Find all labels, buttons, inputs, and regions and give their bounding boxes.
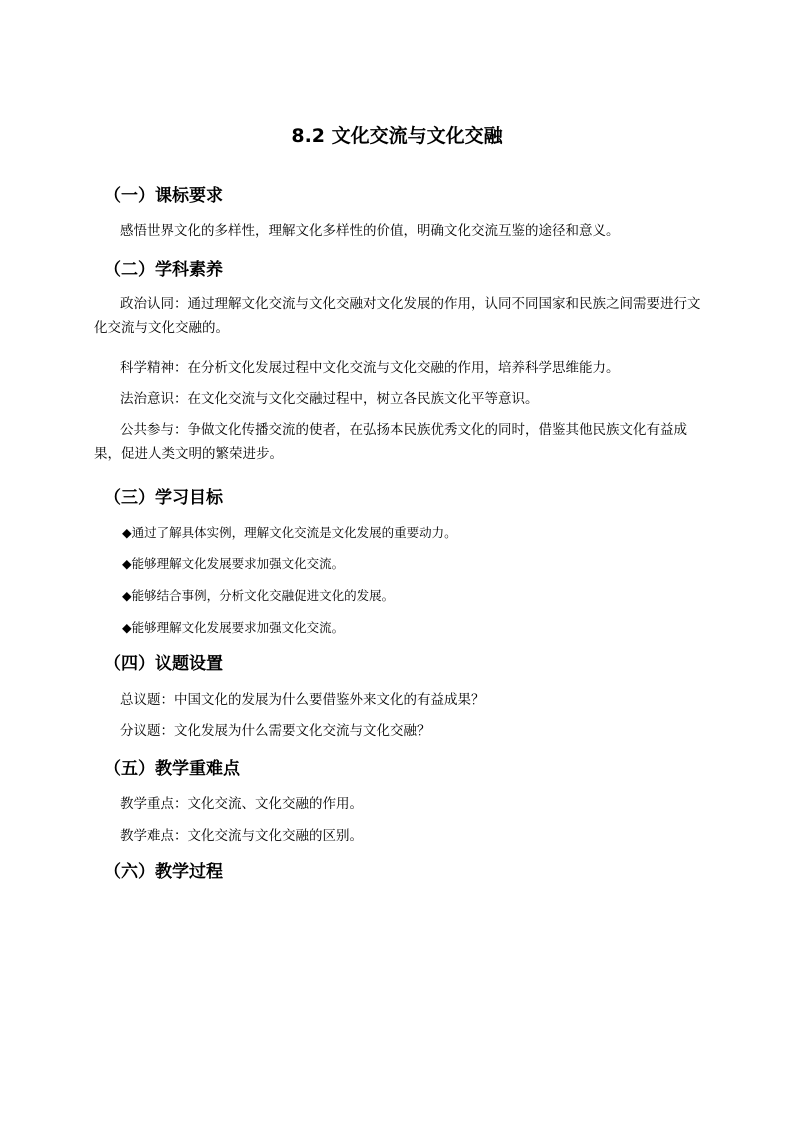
- section-heading-key-difficult-points: （五）教学重难点: [104, 759, 240, 779]
- section-heading-curriculum-requirements: （一）课标要求: [104, 186, 223, 206]
- teaching-difficult-point: 教学难点：文化交流与文化交融的区别。: [120, 828, 363, 844]
- section-heading-subject-literacy: （二）学科素养: [104, 260, 223, 280]
- main-topic: 总议题：中国文化的发展为什么要借鉴外来文化的有益成果？: [120, 692, 485, 708]
- section-heading-topic-setting: （四）议题设置: [104, 654, 223, 674]
- step1-quote: [94, 934, 704, 964]
- literacy-political-identity-text: 政治认同：通过理解文化交流与文化交融对文化发展的作用，认同不同国家和民族之间需要进行文化交流与文化交融的。: [94, 296, 701, 336]
- section-heading-learning-objectives: （三）学习目标: [104, 488, 223, 508]
- teaching-key-point: 教学重点：文化交流、文化交融的作用。: [120, 796, 363, 812]
- literacy-scientific-spirit: 科学精神：在分析文化发展过程中文化交流与文化交融的作用，培养科学思维能力。: [120, 360, 620, 376]
- section-heading-teaching-process: （六）教学过程: [104, 862, 223, 882]
- document-title: 8.2 文化交流与文化交融: [291, 125, 503, 147]
- objective-item: ◆能够理解文化发展要求加强文化交流。: [122, 556, 345, 571]
- curriculum-requirements-text: 感悟世界文化的多样性，理解文化多样性的价值，明确文化交流互鉴的途径和意义。: [120, 223, 620, 239]
- objective-item: ◆能够结合事例，分析文化交融促进文化的发展。: [122, 588, 395, 603]
- literacy-public-participation-text: 公共参与：争做文化传播交流的使者，在弘扬本民族优秀文化的同时，借鉴其他民族文化有益成果，促进人类文明的繁荣进步。: [94, 422, 687, 462]
- literacy-rule-of-law: 法治意识：在文化交流与文化交融过程中，树立各民族文化平等意识。: [120, 391, 539, 407]
- literacy-political-identity: [94, 292, 704, 340]
- objective-item: ◆能够理解文化发展要求加强文化交流。: [122, 620, 345, 635]
- sub-topic: 分议题：文化发展为什么需要文化交流与文化交融？: [120, 723, 431, 739]
- objective-item: ◆通过了解具体实例，理解文化交流是文化发展的重要动力。: [122, 525, 457, 540]
- literacy-public-participation: [94, 418, 704, 466]
